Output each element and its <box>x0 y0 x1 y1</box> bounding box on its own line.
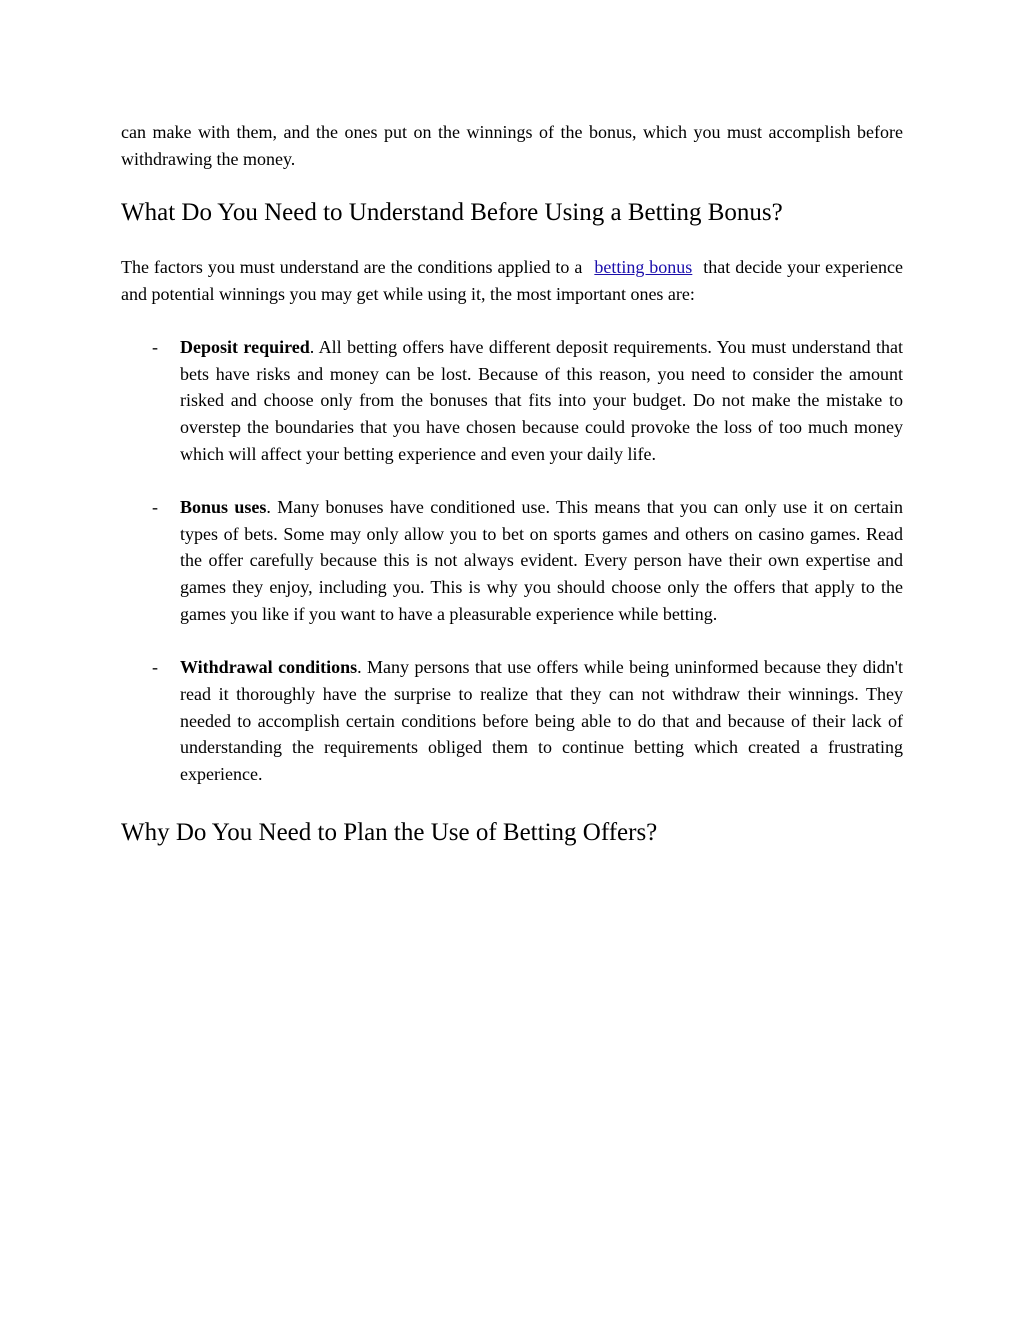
conditions-list <box>121 334 903 788</box>
intro-continuation-paragraph: can make with them, and the ones put on the winnings of the bonus, which you must accomplish before withdrawing the money. <box>121 122 903 169</box>
factors-paragraph <box>121 254 903 307</box>
list-item-text <box>180 654 903 788</box>
list-dash-marker: - <box>152 336 158 357</box>
list-item-term: Withdrawal conditions <box>180 657 358 678</box>
factors-text-after-link: that decide your experience and potential winnings you may get while using it, the most important ones are: <box>121 257 904 305</box>
list-item-text <box>180 334 903 468</box>
list-dash-marker: - <box>152 657 158 678</box>
section-heading-understand: What Do You Need to Understand Before Using a Betting Bonus? <box>121 199 783 227</box>
list-item-description: . Many bonuses have conditioned use. This means that you can only use it on certain types of bets. Some may only allow you to bet on sports games and others on casino games. Read the offer carefully because this is not always evident. Every person have their own expertise and games they enjoy, including you. This is why you should choose only the offers that apply to the games you like if you want to have a pleasurable experience while betting. <box>180 497 903 624</box>
document-page <box>121 119 903 849</box>
list-item-withdrawal-conditions <box>121 654 903 788</box>
list-item-bonus-uses <box>121 494 903 628</box>
list-item-description: . Many persons that use offers while being uninformed because they didn't read it thoroughly have the surprise to realize that they can not withdraw their winnings. They needed to accomplish certain conditions before being able to do that and because of their lack of understanding the requirements obliged them to continue betting which created a frustrating experience. <box>180 657 904 785</box>
betting-bonus-link[interactable]: betting bonus <box>594 257 693 278</box>
list-item-deposit-required <box>121 334 903 468</box>
list-item-term: Bonus uses <box>180 497 267 518</box>
list-item-text <box>180 494 903 628</box>
factors-text-before-link: The factors you must understand are the conditions applied to a <box>121 257 583 278</box>
section-heading-plan: Why Do You Need to Plan the Use of Betting Offers? <box>121 818 658 846</box>
list-item-term: Deposit required <box>180 336 310 357</box>
list-dash-marker: - <box>152 497 158 518</box>
list-item-description: . All betting offers have different deposit requirements. You must understand that bets have risks and money can be lost. Because of this reason, you need to consider the amount risked and choose only from the bonuses that fits into your budget. Do not make the mistake to overstep the boundaries that you have chosen because could provoke the loss of too much money which will affect your betting experience and even your daily life. <box>180 336 903 464</box>
